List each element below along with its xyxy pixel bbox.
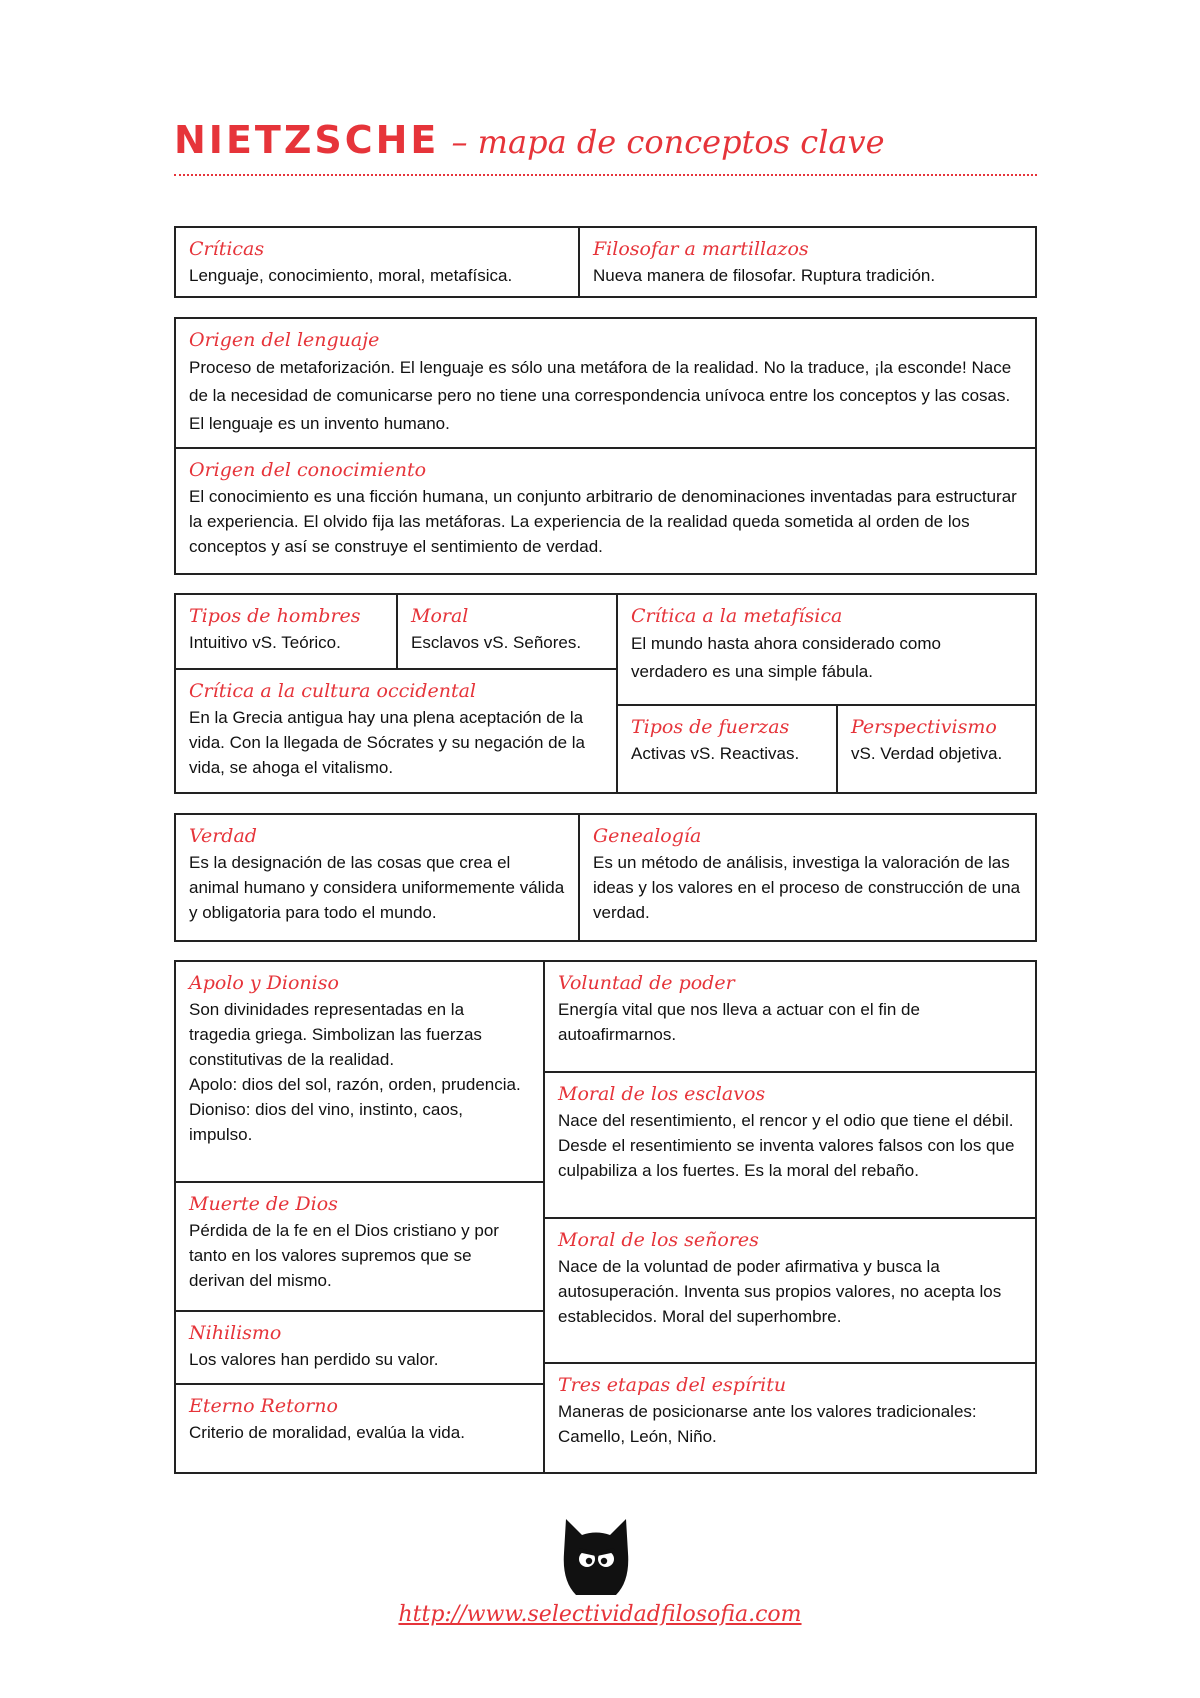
concept-tres-etapas-del-espiritu bbox=[543, 1362, 1035, 1472]
concept-text: vS. Verdad objetiva. bbox=[851, 744, 1003, 763]
concept-text: Maneras de posicionarse ante los valores tradicionales: Camello, León, Niño. bbox=[558, 1402, 977, 1446]
concept-heading: Filosofar a martillazos bbox=[593, 238, 809, 260]
concept-text: Nueva manera de filosofar. Ruptura tradición. bbox=[593, 266, 936, 285]
concept-genealogia bbox=[578, 815, 1035, 940]
concept-eterno-retorno bbox=[176, 1383, 543, 1472]
concept-heading: Apolo y Dioniso bbox=[189, 972, 339, 994]
concept-heading: Eterno Retorno bbox=[189, 1395, 338, 1417]
concept-heading: Muerte de Dios bbox=[189, 1193, 338, 1215]
concept-origen-del-lenguaje bbox=[176, 319, 1035, 447]
concept-verdad bbox=[176, 815, 578, 940]
concept-text: En la Grecia antigua hay una plena aceptación de la vida. Con la llegada de Sócrates y su negación de la vida, se ahoga el vitalismo. bbox=[189, 708, 585, 777]
title-main: NIETZSCHE bbox=[174, 118, 440, 162]
concept-text: El mundo hasta ahora considerado como verdadero es una simple fábula. bbox=[631, 634, 941, 681]
concept-heading: Tres etapas del espíritu bbox=[558, 1374, 787, 1396]
concept-heading: Genealogía bbox=[593, 825, 702, 847]
concept-text: Nace del resentimiento, el rencor y el odio que tiene el débil. Desde el resentimiento se inventa valores falsos con los que culpabiliza a los fuertes. Es la moral del rebaño. bbox=[558, 1111, 1015, 1180]
concept-critica-a-la-cultura-occidental bbox=[176, 668, 616, 792]
concept-voluntad-de-poder bbox=[543, 962, 1035, 1071]
concept-nihilismo bbox=[176, 1310, 543, 1383]
concept-heading: Origen del conocimiento bbox=[189, 459, 427, 481]
footer-url-link[interactable]: http://www.selectividadfilosofia.com bbox=[398, 1602, 802, 1627]
title-subtitle: – mapa de conceptos clave bbox=[451, 123, 885, 161]
concept-moral-de-los-senores bbox=[543, 1217, 1035, 1362]
box-conceptos-morales bbox=[174, 960, 1037, 1474]
concept-heading: Moral bbox=[411, 605, 469, 627]
concept-heading: Crítica a la cultura occidental bbox=[189, 680, 476, 702]
page-title bbox=[174, 118, 1037, 170]
concept-text: Son divinidades representadas en la tragedia griega. Simbolizan las fuerzas constitutivas de la realidad. Apolo: dios del sol, razón, orden, prudencia. Dioniso: dios del vino, instinto, caos, impulso. bbox=[189, 1000, 521, 1144]
concept-moral-de-los-esclavos bbox=[543, 1071, 1035, 1217]
concept-filosofar-a-martillazos bbox=[578, 228, 1035, 296]
concept-text: Criterio de moralidad, evalúa la vida. bbox=[189, 1423, 465, 1442]
concept-heading: Moral de los señores bbox=[558, 1229, 759, 1251]
concept-origen-del-conocimiento bbox=[176, 447, 1035, 573]
cat-logo-icon bbox=[556, 1509, 636, 1597]
concept-criticas bbox=[176, 228, 578, 296]
box-criticas-tipos bbox=[174, 593, 1037, 794]
concept-heading: Nihilismo bbox=[189, 1322, 282, 1344]
box-origen bbox=[174, 317, 1037, 575]
concept-tipos-de-hombres bbox=[176, 595, 396, 668]
concept-heading: Verdad bbox=[189, 825, 257, 847]
concept-moral bbox=[396, 595, 616, 668]
concept-text: Es un método de análisis, investiga la valoración de las ideas y los valores en el proceso de construcción de una verdad. bbox=[593, 853, 1021, 922]
concept-text: Esclavos vS. Señores. bbox=[411, 633, 582, 652]
title-divider bbox=[174, 174, 1037, 176]
concept-heading: Voluntad de poder bbox=[558, 972, 735, 994]
box-criticas-filosofar bbox=[174, 226, 1037, 298]
concept-text: Proceso de metaforización. El lenguaje es sólo una metáfora de la realidad. No la traduce, ¡la esconde! Nace de la necesidad de comunicarse pero no tiene una correspondencia unívoca entre los conceptos y las cosas. El lenguaje es un invento humano. bbox=[189, 358, 1012, 433]
concept-text: Energía vital que nos lleva a actuar con el fin de autoafirmarnos. bbox=[558, 1000, 920, 1044]
concept-heading: Moral de los esclavos bbox=[558, 1083, 766, 1105]
concept-heading: Tipos de fuerzas bbox=[631, 716, 790, 738]
concept-text: Es la designación de las cosas que crea el animal humano y considera uniformemente válida y obligatoria para todo el mundo. bbox=[189, 853, 565, 922]
concept-tipos-de-fuerzas bbox=[616, 704, 836, 792]
concept-heading: Perspectivismo bbox=[851, 716, 997, 738]
concept-muerte-de-dios bbox=[176, 1181, 543, 1310]
concept-text: Lenguaje, conocimiento, moral, metafísica. bbox=[189, 266, 513, 285]
concept-heading: Crítica a la metafísica bbox=[631, 605, 843, 627]
concept-text: Los valores han perdido su valor. bbox=[189, 1350, 439, 1369]
concept-heading: Origen del lenguaje bbox=[189, 329, 380, 351]
concept-text: Activas vS. Reactivas. bbox=[631, 744, 800, 763]
concept-perspectivismo bbox=[836, 704, 1035, 792]
concept-text: Pérdida de la fe en el Dios cristiano y por tanto en los valores supremos que se derivan del mismo. bbox=[189, 1221, 499, 1290]
concept-heading: Críticas bbox=[189, 238, 265, 260]
concept-text: Nace de la voluntad de poder afirmativa y busca la autosuperación. Inventa sus propios valores, no acepta los establecidos. Moral del superhombre. bbox=[558, 1257, 1002, 1326]
concept-text: El conocimiento es una ficción humana, un conjunto arbitrario de denominaciones inventadas para estructurar la experiencia. El olvido fija las metáforas. La experiencia de la realidad queda sometida al orden de los conceptos y así se construye el sentimiento de verdad. bbox=[189, 487, 1017, 556]
concept-critica-a-la-metafisica bbox=[616, 595, 1035, 704]
concept-text: Intuitivo vS. Teórico. bbox=[189, 633, 341, 652]
concept-heading: Tipos de hombres bbox=[189, 605, 361, 627]
concept-apolo-y-dioniso bbox=[176, 962, 543, 1181]
box-verdad-genealogia bbox=[174, 813, 1037, 942]
